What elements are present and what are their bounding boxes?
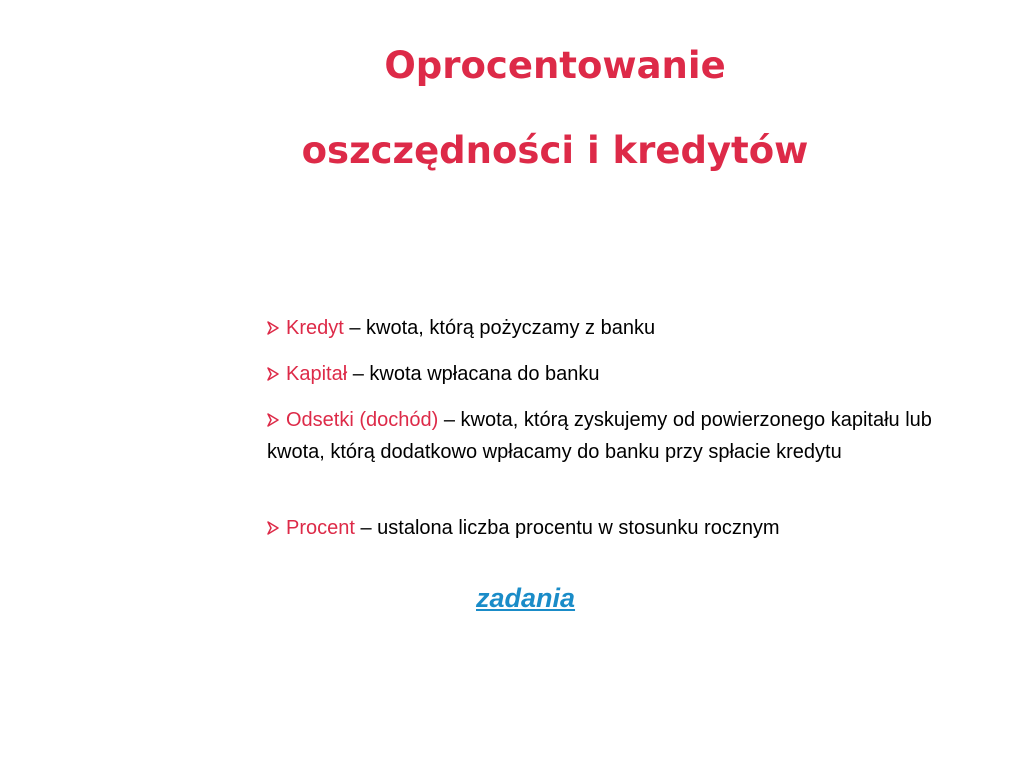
definition-text: – kwota, którą zyskujemy od powierzonego kapitału lub kwota, którą dodatkowo wpłacamy do banku przy spłacie kredytu: [267, 409, 932, 463]
definition-text: – kwota, którą pożyczamy z banku: [343, 317, 656, 339]
definition-term: Procent: [286, 517, 355, 539]
definition-item-odsetki: [267, 405, 947, 468]
arrowhead-bullet-icon: [267, 360, 286, 391]
definition-item-kapital: [267, 359, 947, 391]
definition-term: Kapitał: [286, 363, 348, 385]
definition-item-procent: [267, 513, 947, 545]
title-line-1: Oprocentowanie: [384, 44, 726, 87]
definition-item-kredyt: [267, 313, 947, 345]
definition-text: – kwota wpłacana do banku: [347, 363, 600, 385]
definition-text: – ustalona liczba procentu w stosunku rocznym: [354, 517, 780, 539]
definition-term: Kredyt: [286, 317, 344, 339]
arrowhead-bullet-icon: [267, 406, 286, 437]
title-line-2: oszczędności i kredytów: [301, 129, 809, 172]
arrowhead-bullet-icon: [267, 314, 286, 345]
zadania-link[interactable]: zadania: [476, 583, 576, 613]
definition-term: Odsetki (dochód): [286, 409, 439, 431]
arrowhead-bullet-icon: [267, 514, 286, 545]
